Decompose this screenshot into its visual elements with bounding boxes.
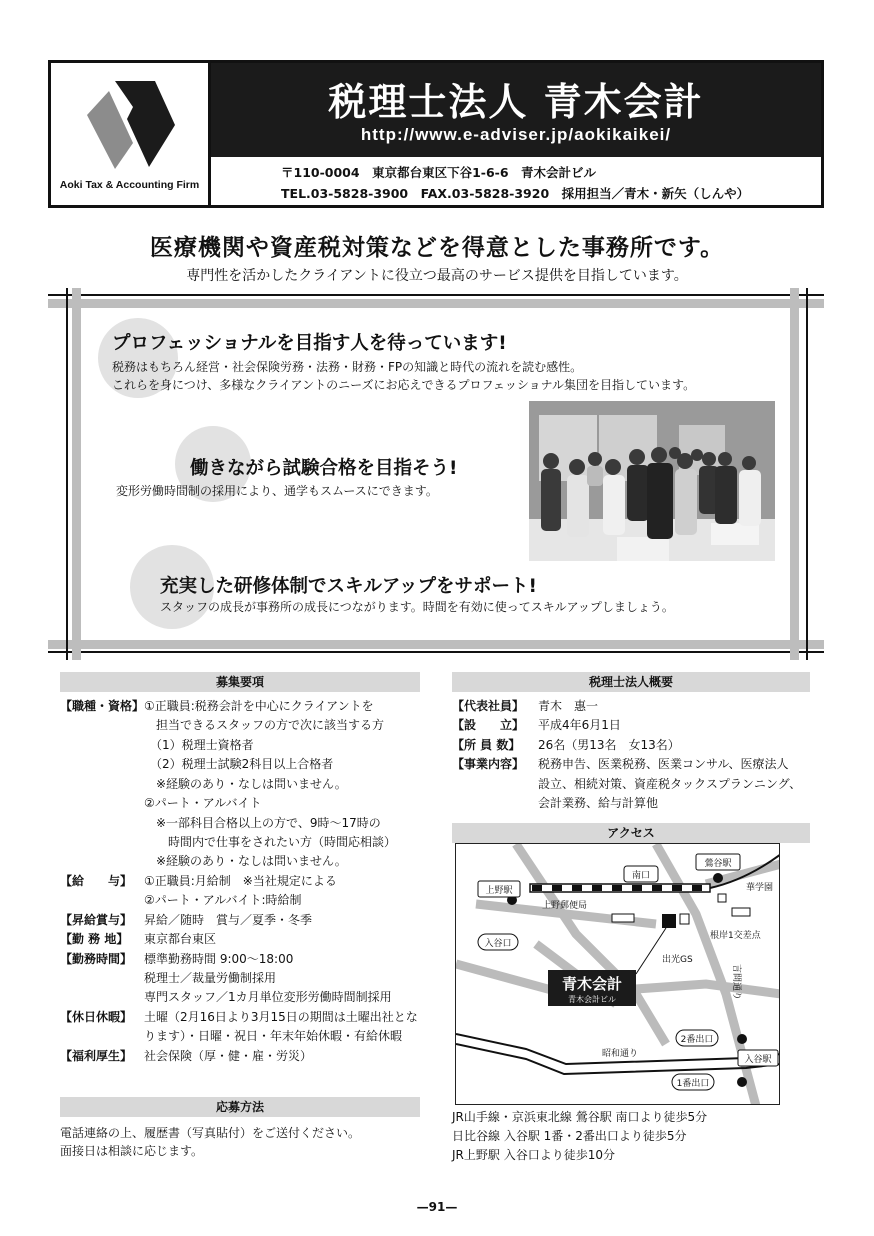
recruitment-line: ②パート・アルバイト:時給制 [144, 893, 302, 907]
logo-text: Aoki Tax & Accounting Firm [59, 179, 200, 191]
recruitment-label: 【勤 務 地】 [60, 932, 129, 946]
overview-label: 【代表社員】 [452, 699, 525, 713]
section-text: 税務はもちろん経営・社会保険労務・法務・財務・FPの知識と時代の流れを読む感性。 [112, 360, 583, 374]
recruitment-line: 時間内で仕事をされたい方（時間応相談） [144, 835, 397, 849]
page-subheadline: 専門性を活かしたクライアントに役立つ最高のサービス提供を目指しています。 [186, 268, 688, 284]
recruitment-line: 東京都台東区 [144, 932, 217, 946]
overview-label: 【事業内容】 [452, 757, 525, 771]
section-text: スタッフの成長が事務所の成長につながります。時間を有効に使ってスキルアップしましょう。 [160, 600, 674, 614]
map-label-kagakuen: 華学園 [746, 883, 774, 893]
section-text: これらを身につけ、多様なクライアントのニーズにお応えできるプロフェッショナル集団を目指しています。 [112, 378, 696, 392]
section-title-exam: 働きながら試験合格を目指そう! [190, 458, 458, 479]
recruitment-line: ②パート・アルバイト [144, 796, 262, 810]
recruitment-line: 担当できるスタッフの方で次に該当する方 [144, 718, 385, 732]
recruitment-line: ①正職員:税務会計を中心にクライアントを [144, 699, 374, 713]
frame-top-band [48, 299, 824, 308]
recruitment-line: （2）税理士試験2科目以上合格者 [144, 757, 334, 771]
firm-logo [85, 77, 177, 173]
overview-line: 青木 惠一 [538, 699, 599, 713]
overview-line: 会計業務、給与計算他 [538, 796, 659, 810]
overview-label: 【所 員 数】 [452, 738, 521, 752]
application-heading: 応募方法 [60, 1097, 420, 1117]
firm-name: 税理士法人 青木会計 [328, 80, 704, 124]
overview-heading: 税理士法人概要 [452, 672, 810, 692]
overview-line: 26名（男13名 女13名） [538, 738, 680, 752]
application-line: 面接日は相談に応じます。 [60, 1144, 204, 1158]
header-band [211, 63, 821, 157]
map-office-building: 青木会計ビル [568, 995, 616, 1004]
map-label-negishi: 根岸1交差点 [710, 931, 761, 941]
application-line: 電話連絡の上、履歴書（写真貼付）をご送付ください。 [60, 1126, 361, 1140]
recruitment-line: ります）・日曜・祝日・年末年始休暇・有給休暇 [144, 1029, 403, 1043]
map-label-deko: 出光GS [662, 955, 693, 965]
recruitment-line: 専門スタッフ／1カ月単位変形労働時間制採用 [144, 990, 392, 1004]
recruitment-label: 【給 与】 [60, 874, 133, 888]
frame-left-rule [66, 288, 68, 660]
map-label-exit2: 2番出口 [680, 1035, 714, 1045]
section-title-training: 充実した研修体制でスキルアップをサポート! [160, 576, 537, 597]
access-heading: アクセス [452, 823, 810, 843]
firm-address: 〒110-0004 東京都台東区下谷1-6-6 青木会計ビル [281, 165, 597, 180]
map-label-exit1: 1番出口 [676, 1079, 710, 1089]
overview-line: 設立、相続対策、資産税タックスプランニング、 [538, 777, 802, 791]
map-label-iriyaguchi: 入谷口 [484, 939, 512, 949]
page-number: —91— [416, 1200, 458, 1214]
recruitment-label: 【福利厚生】 [60, 1049, 133, 1063]
recruitment-line: ※経験のあり・なしは問いません。 [144, 777, 347, 791]
recruitment-line: ※経験のあり・なしは問いません。 [144, 854, 347, 868]
access-direction: 日比谷線 入谷駅 1番・2番出口より徒歩5分 [452, 1129, 687, 1143]
overview-line: 税務申告、医業税務、医業コンサル、医療法人 [538, 757, 789, 771]
map-label-showa: 昭和通り [602, 1049, 639, 1059]
map-label-iriya-station: 入谷駅 [744, 1055, 772, 1065]
frame-right-rule [806, 288, 808, 660]
section-text: 変形労働時間制の採用により、通学もスムースにできます。 [116, 484, 438, 498]
map-label-ueno: 上野駅 [485, 886, 513, 896]
map-label-minamiguchi: 南口 [631, 871, 651, 881]
recruitment-line: ※一部科目合格以上の方で、9時～17時の [144, 816, 381, 830]
logo-box [51, 63, 211, 205]
recruitment-label: 【昇給賞与】 [60, 913, 133, 927]
map-office-name: 青木会計 [561, 975, 623, 993]
recruitment-label: 【職種・資格】 [60, 699, 145, 713]
frame-right-band [790, 288, 799, 660]
recruitment-line: ①正職員:月給制 ※当社規定による [144, 874, 337, 888]
frame-bottom-rule [48, 651, 824, 653]
map-label-kototoi: 言問通り [731, 964, 741, 1001]
recruitment-label: 【休日休暇】 [60, 1010, 133, 1024]
staff-group-photo [529, 401, 775, 561]
firm-header [48, 60, 824, 208]
access-direction: JR上野駅 入谷口より徒歩10分 [452, 1148, 615, 1162]
recruitment-line: 税理士／裁量労働制採用 [144, 971, 277, 985]
section-title-professional: プロフェッショナルを目指す人を待っています! [112, 333, 507, 354]
recruitment-line: 土曜（2月16日より3月15日の期間は土曜出社とな [144, 1010, 418, 1024]
recruitment-line: （1）税理士資格者 [144, 738, 254, 752]
recruitment-heading: 募集要項 [60, 672, 420, 692]
frame-bottom-band [48, 640, 824, 649]
map-label-uguisudani: 鶯谷駅 [704, 859, 732, 869]
recruitment-line: 社会保険（厚・健・雇・労災） [144, 1049, 313, 1063]
recruitment-line: 昇給／随時 賞与／夏季・冬季 [144, 913, 313, 927]
overview-label: 【設 立】 [452, 718, 525, 732]
map-label-post-office: 上野郵便局 [542, 901, 588, 911]
frame-top-rule [48, 294, 824, 296]
recruitment-line: 標準勤務時間 9:00～18:00 [144, 952, 294, 966]
frame-left-band [72, 288, 81, 660]
recruitment-label: 【勤務時間】 [60, 952, 133, 966]
access-map [455, 843, 780, 1105]
firm-contact: TEL.03-5828-3900 FAX.03-5828-3920 採用担当／青木・新矢（しんや） [281, 186, 750, 201]
access-direction: JR山手線・京浜東北線 鶯谷駅 南口より徒歩5分 [452, 1110, 708, 1124]
page-headline: 医療機関や資産税対策などを得意とした事務所です。 [149, 235, 725, 261]
overview-line: 平成4年6月1日 [538, 718, 621, 732]
firm-url[interactable]: http://www.e-adviser.jp/aokikaikei/ [360, 125, 672, 144]
